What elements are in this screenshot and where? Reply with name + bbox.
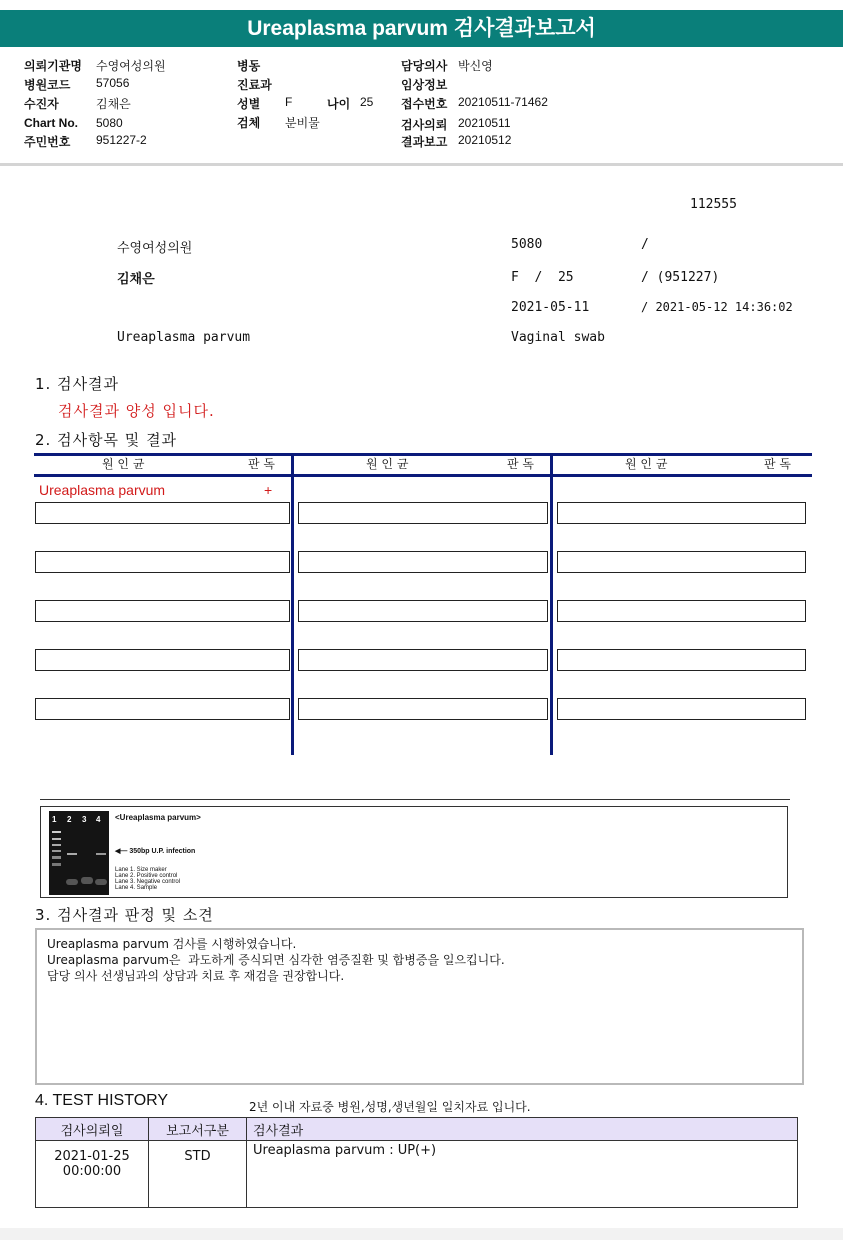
section2-title: 2. 검사항목 및 결과: [35, 431, 178, 449]
field-label-clinical-info: 임상정보: [401, 78, 448, 92]
history-type: STD: [149, 1141, 247, 1208]
col-header-result-1: 판 독: [248, 457, 275, 471]
header-divider: [0, 163, 843, 166]
info-request-date: 2021-05-11: [511, 300, 590, 315]
field-label-institution: 의뢰기관명: [24, 59, 82, 73]
history-time: 00:00:00: [62, 1164, 122, 1179]
field-value-specimen: 분비물: [285, 116, 320, 130]
gel-legend-2: Lane 2. Positive control: [115, 873, 178, 879]
history-row: [36, 1141, 798, 1208]
field-label-sex: 성별: [237, 97, 261, 111]
col-header-result-3: 판 독: [764, 457, 791, 471]
report-title: Ureaplasma parvum 검사결과보고서: [0, 10, 843, 47]
field-value-receipt-no: 20210511-71462: [458, 95, 548, 109]
opinion-line-1: Ureaplasma parvum 검사를 시행하였습니다.: [47, 937, 297, 951]
gel-legend-4: Lane 4. Sample: [115, 885, 158, 891]
section4-title: 4. TEST HISTORY: [35, 1092, 169, 1109]
field-label-specimen: 검체: [237, 116, 261, 130]
result-organism: Ureaplasma parvum: [39, 482, 166, 498]
result-value: +: [264, 482, 273, 498]
result-box: [35, 649, 290, 671]
field-label-doctor: 담당의사: [401, 59, 448, 73]
field-value-chart-no: 5080: [96, 116, 123, 130]
history-table: [35, 1117, 798, 1208]
info-birth: / (951227): [641, 270, 720, 285]
info-specimen: Vaginal swab: [511, 330, 605, 345]
result-box: [298, 649, 548, 671]
result-box: [557, 698, 806, 720]
result-box: [35, 502, 290, 524]
field-label-age: 나이: [327, 97, 351, 111]
result-box: [557, 551, 806, 573]
info-report-datetime: / 2021-05-12 14:36:02: [641, 300, 793, 314]
result-box: [35, 698, 290, 720]
result-box: [298, 502, 548, 524]
col-header-organism-2: 원 인 균: [366, 457, 409, 471]
gel-lane-1: 1: [52, 815, 57, 824]
field-value-sex: F: [285, 95, 293, 109]
info-patient-name: 김채은: [117, 272, 155, 287]
field-label-department: 진료과: [237, 78, 272, 92]
opinion-line-3: 담당 의사 선생님과의 상담과 치료 후 재검을 권장합니다.: [47, 969, 345, 983]
field-value-doctor: 박신영: [458, 59, 493, 73]
field-label-report-date: 결과보고: [401, 135, 448, 149]
field-label-resident-no: 주민번호: [24, 135, 71, 149]
result-box: [298, 600, 548, 622]
result-box: [557, 600, 806, 622]
col-header-result-2: 판 독: [507, 457, 534, 471]
history-header-date: 검사의뢰일: [36, 1118, 149, 1141]
field-label-receipt-no: 접수번호: [401, 97, 448, 111]
result-box: [557, 649, 806, 671]
field-value-institution: 수영여성의원: [96, 59, 166, 73]
gel-legend-3: Lane 3. Negative control: [115, 879, 181, 885]
gel-electrophoresis-image: [49, 811, 109, 895]
section4-note: 2년 이내 자료중 병원,성명,생년월일 일치자료 입니다.: [249, 1100, 531, 1114]
field-label-request-date: 검사의뢰: [401, 118, 448, 132]
field-label-hospital-code: 병원코드: [24, 78, 71, 92]
field-value-patient: 김채은: [96, 97, 131, 111]
result-box: [35, 551, 290, 573]
table-top-border: [34, 453, 812, 456]
table-col-divider-1: [291, 453, 294, 755]
info-sex-age: F / 25: [511, 270, 574, 285]
field-value-request-date: 20210511: [458, 116, 511, 130]
opinion-box: [35, 928, 804, 1085]
section1-result: 검사결과 양성 입니다.: [58, 402, 215, 420]
table-header-border: [34, 474, 812, 477]
history-result: Ureaplasma parvum : UP(+): [247, 1141, 798, 1208]
opinion-line-2: Ureaplasma parvum은 과도하게 증식되면 심각한 염증질환 및 합병증을 일으킵니다.: [47, 953, 505, 967]
field-value-age: 25: [360, 95, 374, 109]
history-header-result: 검사결과: [247, 1118, 798, 1141]
gel-lane-4: 4: [96, 815, 101, 824]
field-label-patient: 수진자: [24, 97, 59, 111]
col-header-organism-3: 원 인 균: [625, 457, 668, 471]
info-test-name: Ureaplasma parvum: [117, 330, 251, 345]
result-box: [298, 698, 548, 720]
gel-lane-3: 3: [82, 815, 87, 824]
gel-title: <Ureaplasma parvum>: [115, 813, 201, 822]
result-box: [298, 551, 548, 573]
field-label-chart-no: Chart No.: [24, 116, 78, 130]
info-chart-no: 5080: [511, 237, 543, 252]
field-value-hospital-code: 57056: [96, 76, 130, 90]
gel-legend-1: Lane 1. Size maker: [115, 867, 167, 873]
gel-top-rule: [40, 799, 790, 800]
history-date: 2021-01-25: [54, 1149, 130, 1164]
section3-title: 3. 검사결과 판정 및 소견: [35, 906, 214, 924]
table-col-divider-2: [550, 453, 553, 755]
history-header-type: 보고서구분: [149, 1118, 247, 1141]
result-box: [35, 600, 290, 622]
gel-band-label: ◀— 350bp U.P. infection: [115, 848, 196, 855]
section1-title: 1. 검사결과: [35, 375, 120, 393]
report-id: 112555: [690, 197, 737, 212]
gel-lane-2: 2: [67, 815, 72, 824]
gel-image-panel: [40, 806, 788, 898]
result-box: [557, 502, 806, 524]
field-value-report-date: 20210512: [458, 133, 512, 147]
col-header-organism-1: 원 인 균: [102, 457, 145, 471]
info-hospital: 수영여성의원: [117, 241, 193, 256]
field-value-resident-no: 951227-2: [96, 133, 147, 147]
field-label-ward: 병동: [237, 59, 261, 73]
info-slash: /: [641, 237, 649, 252]
